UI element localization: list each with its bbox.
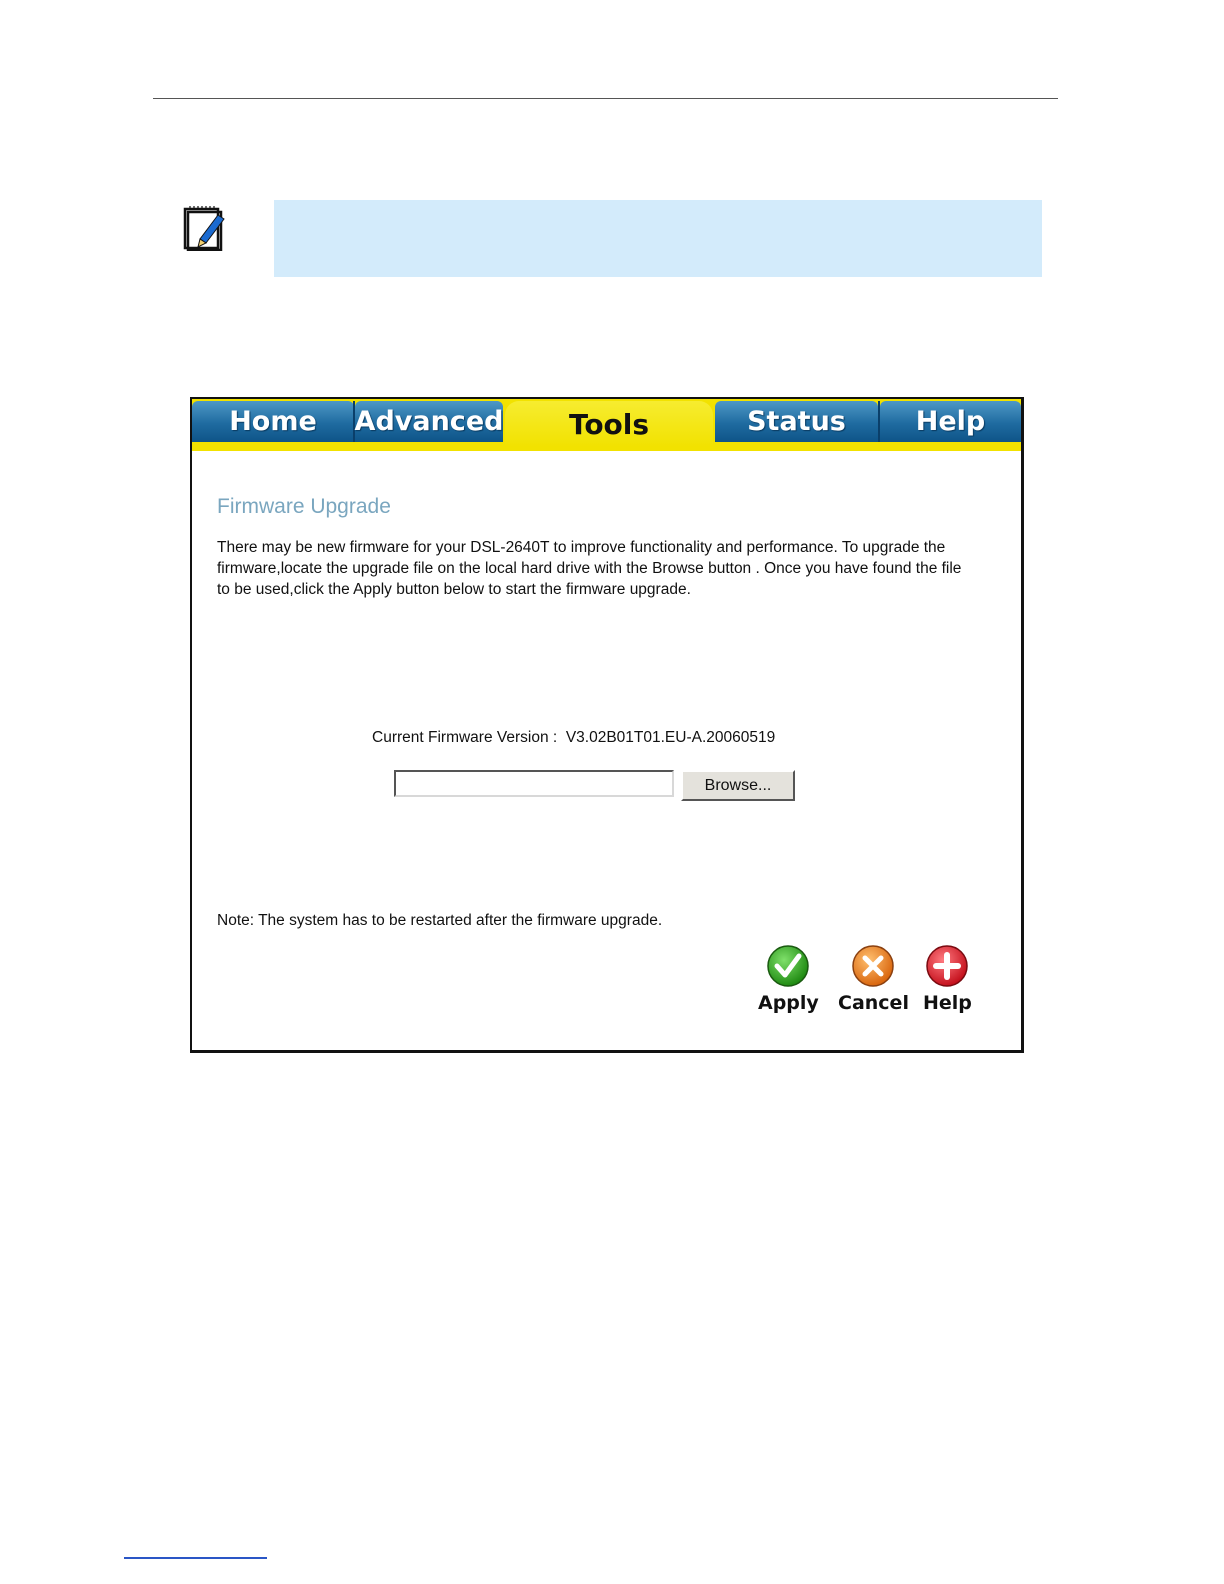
firmware-version-value: V3.02B01T01.EU-A.20060519 <box>565 729 776 746</box>
help-label: Help <box>923 992 972 1014</box>
checkmark-icon <box>766 944 810 988</box>
tab-status[interactable]: Status <box>715 401 878 442</box>
note-box <box>274 200 1042 277</box>
tab-home[interactable]: Home <box>192 401 354 442</box>
description-text: There may be new firmware for your DSL-2640T to improve functionality and performance. To upgrade the firmware,locate the upgrade file on the local hard drive with the Browse button . Once you have found the file to be used,click the Apply button below to start the firmware upgrade. <box>217 539 962 598</box>
restart-note: Note: The system has to be restarted after the firmware upgrade. <box>217 912 663 929</box>
footer-link-underline[interactable] <box>124 1557 267 1559</box>
tab-help[interactable]: Help <box>880 401 1021 442</box>
top-rule <box>153 98 1058 99</box>
tab-advanced[interactable]: Advanced <box>355 401 503 442</box>
notepad-pencil-icon <box>182 205 226 251</box>
top-navigation <box>192 399 1021 451</box>
apply-label: Apply <box>758 992 819 1014</box>
firmware-file-input[interactable] <box>394 770 674 797</box>
x-icon <box>851 944 895 988</box>
plus-icon <box>925 944 969 988</box>
firmware-version-row <box>372 729 775 747</box>
router-ui-panel <box>190 397 1024 1053</box>
help-button[interactable] <box>923 944 972 1014</box>
browse-button[interactable]: Browse... <box>681 770 795 801</box>
cancel-label: Cancel <box>838 992 909 1014</box>
tab-tools[interactable]: Tools <box>505 401 713 447</box>
cancel-button[interactable] <box>838 944 909 1014</box>
apply-button[interactable] <box>758 944 819 1014</box>
firmware-version-label: Current Firmware Version : <box>372 729 558 746</box>
page-title: Firmware Upgrade <box>217 495 391 518</box>
